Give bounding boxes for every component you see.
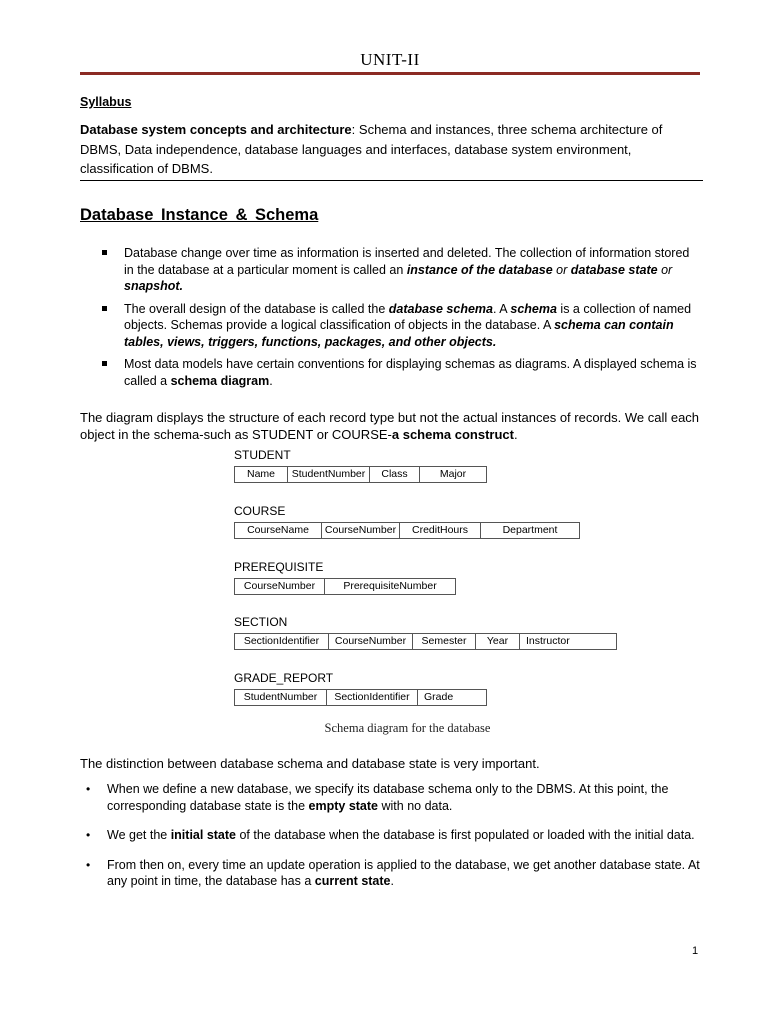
attribute-cell: SectionIdentifier (327, 690, 418, 705)
bullet-emphasis: database schema (388, 301, 493, 316)
attribute-cell: Instructor (526, 635, 570, 647)
relation-name: GRADE_REPORT (234, 671, 334, 685)
bullet-text: is a collection of named objects. Schemas provide a logical classification of objects in the database. A (124, 301, 692, 332)
bullet-emphasis: schema diagram (170, 373, 270, 388)
bullet-emphasis: instance of the database (406, 262, 553, 277)
list-item (102, 245, 702, 295)
attribute-cell: PrerequisiteNumber (343, 580, 437, 592)
title-divider (80, 72, 700, 75)
state-emphasis: initial state (170, 828, 236, 842)
attribute-cell: Grade (424, 691, 454, 703)
bullet-emphasis: snapshot. (124, 279, 184, 293)
attribute-cell: CreditHours (400, 523, 481, 538)
square-bullet-icon (102, 306, 107, 311)
attribute-cell: SectionIdentifier (235, 634, 329, 649)
relation-row (234, 689, 487, 706)
state-text: When we define a new database, we specify its database schema only to the DBMS. At this point, the corresponding database state is the (107, 782, 669, 813)
attribute-cell: Year (476, 634, 520, 649)
bullet-emphasis: database state (570, 262, 658, 277)
attribute-cell: StudentNumber (235, 690, 327, 705)
section-heading: Database Instance & Schema (80, 206, 319, 224)
state-text: We get the (107, 828, 171, 842)
relation-row (234, 522, 580, 539)
relation-row (234, 633, 617, 650)
definition-list (102, 245, 702, 395)
attribute-cell: Semester (413, 634, 476, 649)
bullet-text: or (657, 262, 673, 277)
attribute-cell: CourseNumber (322, 523, 400, 538)
schema-diagram (234, 448, 634, 738)
diagram-caption: Schema diagram for the database (324, 721, 491, 735)
relation-name: STUDENT (234, 448, 291, 462)
attribute-cell: Class (370, 467, 420, 482)
bullet-text: or (552, 262, 571, 277)
attribute-cell: Department (502, 524, 558, 536)
relation-row (234, 578, 456, 595)
list-item (102, 356, 702, 389)
list-item (86, 781, 706, 814)
relation-row (234, 466, 487, 483)
intro-emphasis: a schema construct (391, 426, 514, 442)
bullet-text: . A (493, 301, 511, 316)
page-number: 1 (692, 945, 699, 957)
state-text: . (390, 874, 394, 888)
page-title: UNIT-II (360, 50, 420, 69)
syllabus-heading: Syllabus (80, 95, 132, 109)
relation-name: PREREQUISITE (234, 560, 324, 574)
bullet-text: Database change over time as information is inserted and deleted. The collection of information stored in the database at a particular moment is called an (124, 246, 690, 277)
intro-text: The diagram displays the structure of each record type but not the actual instances of records. We call each object in the schema-such as STUDENT or COURSE- (80, 410, 700, 442)
attribute-cell: CourseName (235, 523, 322, 538)
square-bullet-icon (102, 250, 107, 255)
relation-name: SECTION (234, 615, 288, 629)
relation-name: COURSE (234, 504, 286, 518)
syllabus-bold-lead: Database system concepts and architecture (80, 122, 352, 137)
dot-bullet-icon: • (86, 857, 91, 872)
attribute-cell: CourseNumber (235, 579, 325, 594)
state-text: From then on, every time an update operation is applied to the database, we get another database state. At any point in time, the database has a (107, 857, 700, 888)
bullet-emphasis: schema (510, 301, 557, 316)
intro-text: . (513, 426, 518, 442)
bullet-text: The overall design of the database is called the (124, 301, 389, 316)
syllabus-divider (80, 180, 703, 181)
dot-bullet-icon: • (86, 782, 91, 796)
bullet-text: Most data models have certain conventions for displaying schemas as diagrams. A displayed schema is called a (124, 357, 697, 388)
state-text: with no data. (378, 798, 453, 813)
syllabus-text (80, 120, 705, 179)
bullet-text: . (269, 373, 273, 388)
state-text: of the database when the database is first populated or loaded with the initial data. (236, 828, 695, 842)
attribute-cell: Name (235, 467, 288, 482)
list-item (86, 857, 706, 890)
diagram-intro (80, 410, 705, 443)
state-list (86, 781, 706, 903)
syllabus-topics: : Schema and instances, three schema architecture of DBMS, Data independence, database languages and interfaces, database system environment, classification of DBMS. (80, 122, 663, 176)
distinction-text: The distinction between database schema and database state is very important. (80, 756, 540, 771)
square-bullet-icon (102, 361, 107, 366)
attribute-cell: Major (439, 468, 467, 480)
state-emphasis: empty state (308, 798, 379, 813)
list-item (102, 301, 702, 351)
attribute-cell: StudentNumber (288, 467, 370, 482)
state-emphasis: current state (314, 874, 391, 888)
list-item (86, 827, 706, 844)
attribute-cell: CourseNumber (329, 634, 413, 649)
bullet-emphasis: schema can contain tables, views, triggers, functions, packages, and other objects. (124, 318, 674, 349)
dot-bullet-icon: • (86, 828, 91, 842)
